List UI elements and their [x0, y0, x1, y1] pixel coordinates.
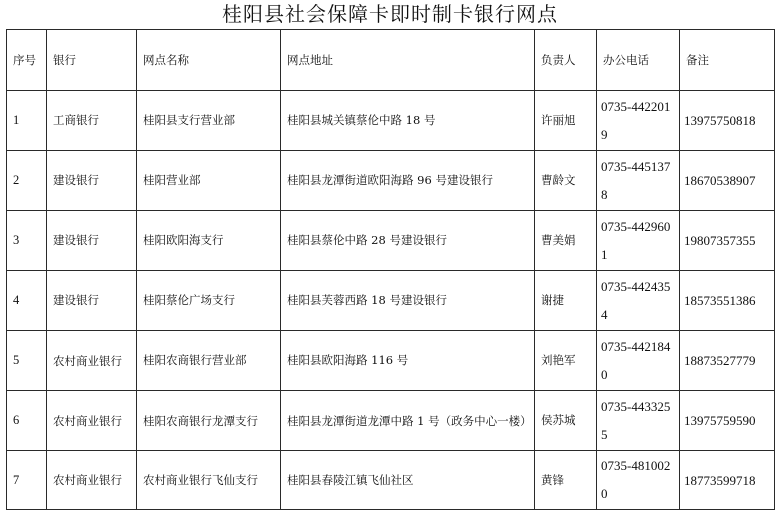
cell-phone: 0735-4424354 [597, 271, 680, 331]
cell-bank: 农村商业银行 [47, 451, 137, 510]
cell-seq: 6 [7, 391, 47, 451]
cell-phone: 0735-4429601 [597, 211, 680, 271]
cell-outlet-name: 桂阳欧阳海支行 [137, 211, 281, 271]
cell-manager: 黄锋 [535, 451, 597, 510]
cell-remark: 13975750818 [680, 91, 775, 151]
cell-address: 桂阳县春陵江镇飞仙社区 [281, 451, 535, 510]
table-header-row [7, 30, 775, 91]
cell-phone: 0735-4422019 [597, 91, 680, 151]
cell-manager: 侯苏城 [535, 391, 597, 451]
cell-address: 桂阳县蔡伦中路 28 号建设银行 [281, 211, 535, 271]
cell-phone: 0735-4421840 [597, 331, 680, 391]
cell-address: 桂阳县欧阳海路 116 号 [281, 331, 535, 391]
cell-manager: 许丽旭 [535, 91, 597, 151]
cell-seq: 7 [7, 451, 47, 510]
cell-seq: 3 [7, 211, 47, 271]
header-address: 网点地址 [281, 30, 535, 91]
cell-manager: 谢捷 [535, 271, 597, 331]
cell-address: 桂阳县龙潭街道龙潭中路 1 号（政务中心一楼） [281, 391, 535, 451]
table-row [7, 211, 775, 271]
cell-remark: 18573551386 [680, 271, 775, 331]
cell-address: 桂阳县芙蓉西路 18 号建设银行 [281, 271, 535, 331]
header-seq: 序号 [7, 30, 47, 91]
header-phone: 办公电话 [597, 30, 680, 91]
table-row [7, 91, 775, 151]
cell-phone: 0735-4810020 [597, 451, 680, 510]
table-row [7, 271, 775, 331]
cell-remark: 13975759590 [680, 391, 775, 451]
cell-manager: 曹美娟 [535, 211, 597, 271]
cell-bank: 建设银行 [47, 151, 137, 211]
cell-address: 桂阳县城关镇蔡伦中路 18 号 [281, 91, 535, 151]
cell-phone: 0735-4451378 [597, 151, 680, 211]
cell-bank: 工商银行 [47, 91, 137, 151]
cell-remark: 19807357355 [680, 211, 775, 271]
cell-outlet-name: 桂阳县支行营业部 [137, 91, 281, 151]
header-name: 网点名称 [137, 30, 281, 91]
cell-bank: 建设银行 [47, 211, 137, 271]
cell-bank: 农村商业银行 [47, 391, 137, 451]
cell-remark: 18773599718 [680, 451, 775, 510]
cell-bank: 建设银行 [47, 271, 137, 331]
table-row [7, 451, 775, 510]
table-row [7, 331, 775, 391]
cell-outlet-name: 桂阳农商银行营业部 [137, 331, 281, 391]
cell-bank: 农村商业银行 [47, 331, 137, 391]
cell-seq: 1 [7, 91, 47, 151]
cell-outlet-name: 桂阳农商银行龙潭支行 [137, 391, 281, 451]
bank-outlet-table [6, 29, 775, 510]
cell-manager: 刘艳军 [535, 331, 597, 391]
cell-seq: 4 [7, 271, 47, 331]
cell-phone: 0735-4433255 [597, 391, 680, 451]
table-row [7, 151, 775, 211]
header-bank: 银行 [47, 30, 137, 91]
cell-outlet-name: 农村商业银行飞仙支行 [137, 451, 281, 510]
cell-outlet-name: 桂阳营业部 [137, 151, 281, 211]
cell-outlet-name: 桂阳蔡伦广场支行 [137, 271, 281, 331]
cell-remark: 18873527779 [680, 331, 775, 391]
cell-seq: 2 [7, 151, 47, 211]
cell-remark: 18670538907 [680, 151, 775, 211]
page-title: 桂阳县社会保障卡即时制卡银行网点 [222, 2, 558, 26]
header-manager: 负责人 [535, 30, 597, 91]
header-remark: 备注 [680, 30, 775, 91]
cell-address: 桂阳县龙潭街道欧阳海路 96 号建设银行 [281, 151, 535, 211]
table-row [7, 391, 775, 451]
cell-manager: 曹龄文 [535, 151, 597, 211]
cell-seq: 5 [7, 331, 47, 391]
